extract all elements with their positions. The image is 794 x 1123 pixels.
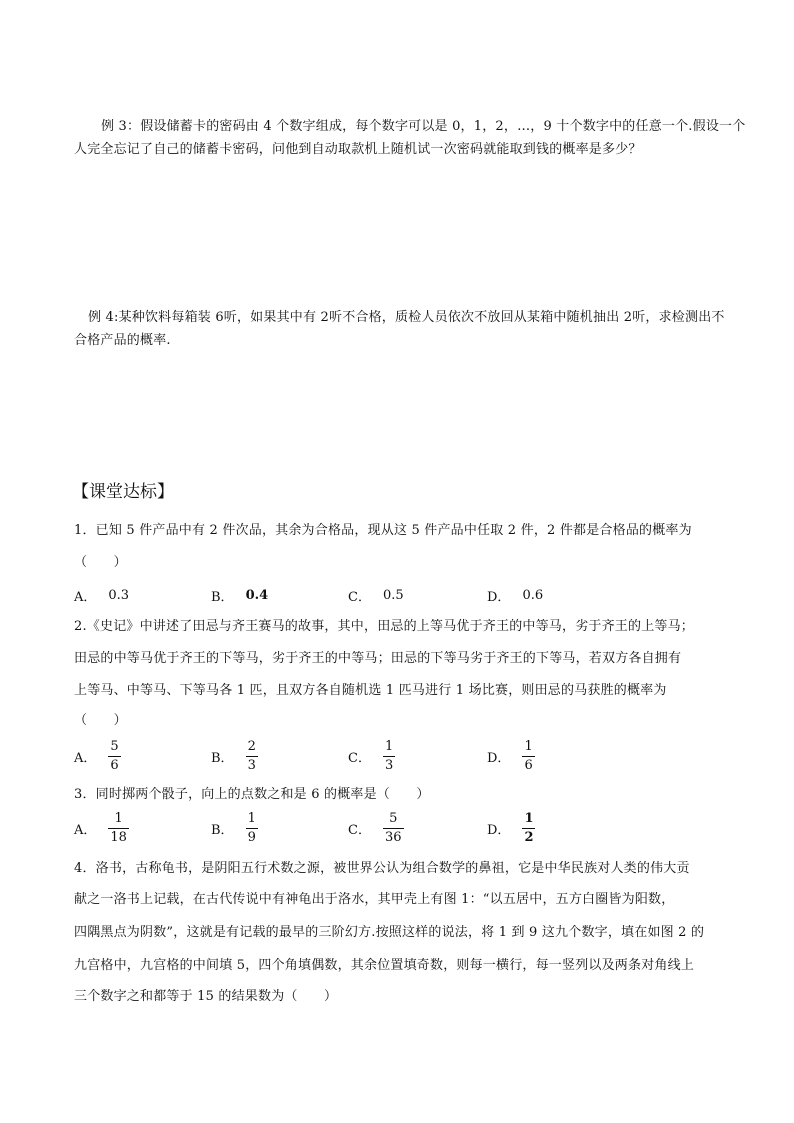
question-1-option-a xyxy=(74,586,129,605)
numerator: 5 xyxy=(110,739,119,754)
question-2-line-2: 田忌的中等马优于齐王的下等马，劣于齐王的中等马；田忌的下等马劣于齐王的下等马，若双方各自拥有 xyxy=(74,651,682,666)
denominator: 36 xyxy=(384,830,402,845)
fraction xyxy=(246,812,258,845)
fraction-bar xyxy=(522,828,535,829)
option-label: A． xyxy=(74,590,97,605)
question-1-blank: （ ） xyxy=(74,555,127,570)
option-label: C． xyxy=(348,823,371,838)
option-value: 0.5 xyxy=(382,588,404,603)
denominator: 3 xyxy=(384,758,394,773)
numerator: 5 xyxy=(389,811,398,826)
fraction xyxy=(383,812,404,845)
option-value: 0.6 xyxy=(522,588,544,603)
question-4-line-1: 4．洛书，古称龟书，是阴阳五行术数之源，被世界公认为组合数学的鼻祖，它是中华民族对人类的伟大贡 xyxy=(74,861,690,876)
option-value: 0.3 xyxy=(108,588,130,603)
numerator: 1 xyxy=(524,811,534,826)
denominator: 6 xyxy=(524,758,533,773)
fraction xyxy=(108,740,120,773)
option-label: C． xyxy=(348,590,371,605)
option-label: B． xyxy=(211,823,234,838)
fraction-bar xyxy=(108,756,120,757)
example-4-line-2: 合格产品的概率. xyxy=(74,333,171,348)
question-3-option-d xyxy=(487,812,535,845)
fraction xyxy=(246,740,258,773)
option-label: B． xyxy=(211,590,234,605)
question-3-option-b xyxy=(211,812,258,845)
fraction-bar xyxy=(246,828,258,829)
denominator: 6 xyxy=(110,758,119,773)
option-label: D． xyxy=(487,751,511,766)
fraction-bar xyxy=(522,756,534,757)
denominator: 18 xyxy=(110,830,127,845)
numerator: 2 xyxy=(247,739,256,754)
numerator: 1 xyxy=(524,739,533,754)
fraction xyxy=(383,740,395,773)
fraction xyxy=(108,812,129,845)
denominator: 3 xyxy=(247,758,256,773)
option-value: 0.4 xyxy=(245,588,269,603)
question-2-option-d xyxy=(487,740,535,773)
question-1-option-b xyxy=(211,586,268,605)
option-label: D． xyxy=(487,823,511,838)
question-2-line-1: 2.《史记》中讲述了田忌与齐王赛马的故事，其中，田忌的上等马优于齐王的中等马，劣于齐王的上等马； xyxy=(74,619,695,634)
fraction-bar xyxy=(383,828,404,829)
question-4-line-3: 四隅黑点为阴数”，这就是有记载的最早的三阶幻方.按照这样的说法，将 1 到 9 这九个数字，填在如图 2 的 xyxy=(74,925,705,940)
numerator: 1 xyxy=(247,811,256,826)
question-2-option-c xyxy=(348,740,395,773)
question-4-line-2: 献之一洛书上记载，在古代传说中有神龟出于洛水，其甲壳上有图 1：“以五居中，五方白圈皆为阳数， xyxy=(74,892,675,907)
question-4-line-5: 三个数字之和都等于 15 的结果数为（ ） xyxy=(74,989,338,1004)
section-title: 【课堂达标】 xyxy=(72,482,174,502)
question-1-option-c xyxy=(348,586,404,605)
fraction xyxy=(522,740,534,773)
question-2-option-a xyxy=(74,740,121,773)
example-3-line-2: 人完全忘记了自己的储蓄卡密码，问他到自动取款机上随机试一次密码就能取到钱的概率是多少？ xyxy=(74,142,642,157)
option-label: C． xyxy=(348,751,371,766)
question-1-text: 1．已知 5 件产品中有 2 件次品，其余为合格品，现从这 5 件产品中任取 2 件，2 件都是合格品的概率为 xyxy=(74,523,692,538)
question-1-option-d xyxy=(487,586,543,605)
option-label: D． xyxy=(487,590,511,605)
example-3-line-1: 例 3：假设储蓄卡的密码由 4 个数字组成，每个数字可以是 0，1，2，…，9 十个数字中的任意一个.假设一个 xyxy=(101,119,746,134)
question-3-option-c xyxy=(348,812,404,845)
numerator: 1 xyxy=(114,811,123,826)
question-2-line-3: 上等马、中等马、下等马各 1 匹，且双方各自随机选 1 匹马进行 1 场比赛，则田忌的马获胜的概率为 xyxy=(74,683,667,698)
fraction xyxy=(522,812,535,845)
fraction-bar xyxy=(383,756,395,757)
denominator: 9 xyxy=(247,830,256,845)
fraction-bar xyxy=(246,756,258,757)
question-4-line-4: 九宫格中，九宫格的中间填 5，四个角填偶数，其余位置填奇数，则每一横行，每一竖列以及两条对角线上 xyxy=(74,958,695,973)
question-2-blank: （ ） xyxy=(74,713,127,728)
fraction-bar xyxy=(108,828,129,829)
option-label: A． xyxy=(74,751,97,766)
question-3-option-a xyxy=(74,812,129,845)
denominator: 2 xyxy=(524,830,534,845)
question-3-text: 3．同时掷两个骰子，向上的点数之和是 6 的概率是（ ） xyxy=(74,787,430,802)
question-2-option-b xyxy=(211,740,258,773)
option-label: A． xyxy=(74,823,97,838)
option-label: B． xyxy=(211,751,234,766)
numerator: 1 xyxy=(384,739,394,754)
example-4-line-1: 例 4:某种饮料每箱装 6听，如果其中有 2听不合格，质检人员依次不放回从某箱中随机抽出 2听，求检测出不 xyxy=(88,310,725,325)
